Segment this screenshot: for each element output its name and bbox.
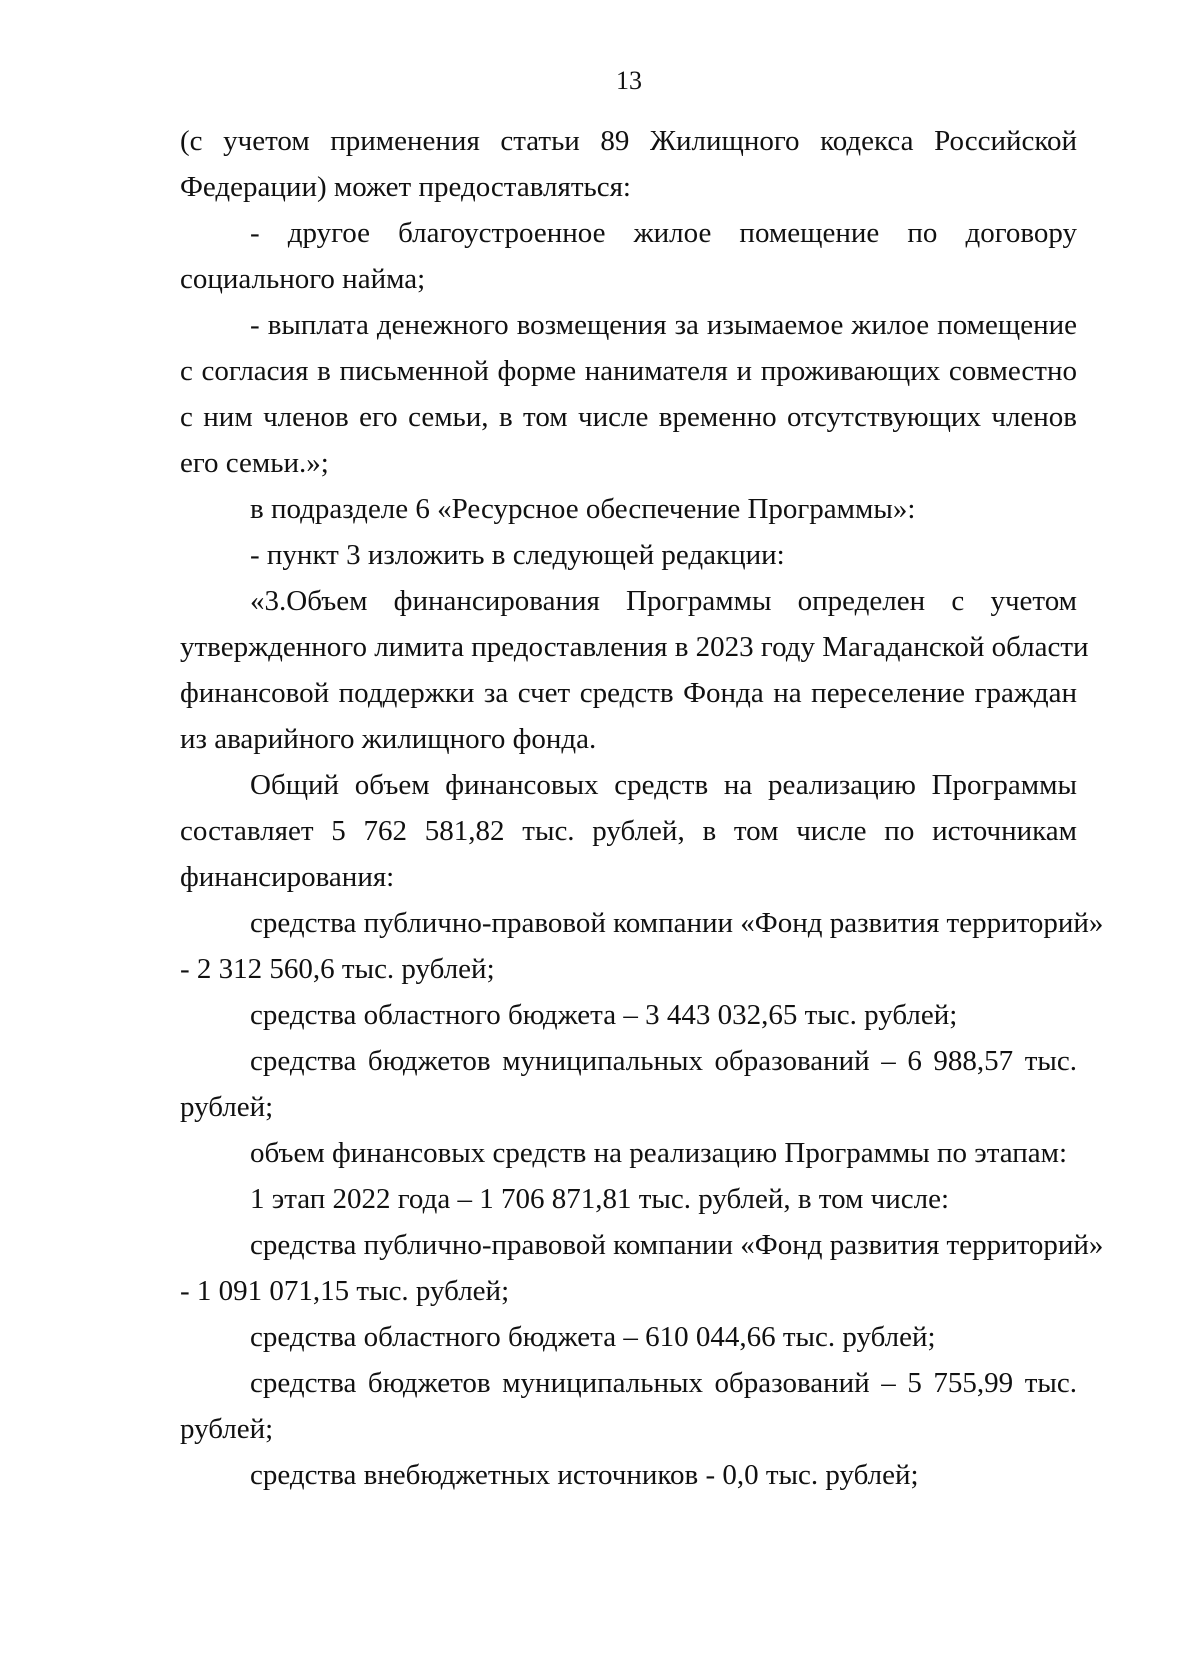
page-number: 13 [616, 66, 642, 95]
text-line: - 2 312 560,6 тыс. рублей; [180, 953, 495, 985]
text-line: утвержденного лимита предоставления в 2023 году Магаданской области [180, 631, 1089, 663]
text-line: составляет 5 762 581,82 тыс. рублей, в том числе по источникам [180, 815, 1077, 847]
text-line: средства внебюджетных источников - 0,0 тыс. рублей; [250, 1459, 919, 1491]
text-line: - пункт 3 изложить в следующей редакции: [250, 539, 785, 571]
text-line: из аварийного жилищного фонда. [180, 723, 597, 755]
text-line: «3.Объем финансирования Программы определен с учетом [250, 585, 1077, 617]
text-line: в подразделе 6 «Ресурсное обеспечение Программы»: [250, 493, 916, 525]
text-line: финансирования: [180, 861, 395, 893]
text-line: рублей; [180, 1091, 274, 1123]
text-line: с ним членов его семьи, в том числе временно отсутствующих членов [180, 401, 1077, 433]
text-line: социального найма; [180, 263, 426, 295]
text-line: средства бюджетов муниципальных образований – 5 755,99 тыс. [250, 1367, 1077, 1399]
text-line: (с учетом применения статьи 89 Жилищного кодекса Российской [180, 125, 1077, 157]
text-line: средства публично-правовой компании «Фонд развития территорий» [250, 907, 1104, 939]
text-line: средства бюджетов муниципальных образований – 6 988,57 тыс. [250, 1045, 1077, 1077]
text-line: его семьи.»; [180, 447, 329, 479]
list-item: - другое благоустроенное жилое помещение по договору [250, 217, 1077, 249]
text-line: финансовой поддержки за счет средств Фонда на переселение граждан [180, 677, 1077, 709]
text-line: объем финансовых средств на реализацию Программы по этапам: [250, 1137, 1068, 1169]
text-line: средства областного бюджета – 3 443 032,65 тыс. рублей; [250, 999, 958, 1031]
text-line: Общий объем финансовых средств на реализацию Программы [250, 769, 1077, 801]
text-line: Федерации) может предоставляться: [180, 171, 631, 203]
text-line: 1 этап 2022 года – 1 706 871,81 тыс. рублей, в том числе: [250, 1183, 950, 1215]
text-line: средства областного бюджета – 610 044,66 тыс. рублей; [250, 1321, 936, 1353]
text-line: рублей; [180, 1413, 274, 1445]
text-line: с согласия в письменной форме нанимателя и проживающих совместно [180, 355, 1077, 387]
text-line: средства публично-правовой компании «Фонд развития территорий» [250, 1229, 1104, 1261]
text-line: - 1 091 071,15 тыс. рублей; [180, 1275, 510, 1307]
list-item: - выплата денежного возмещения за изымаемое жилое помещение [250, 309, 1077, 341]
